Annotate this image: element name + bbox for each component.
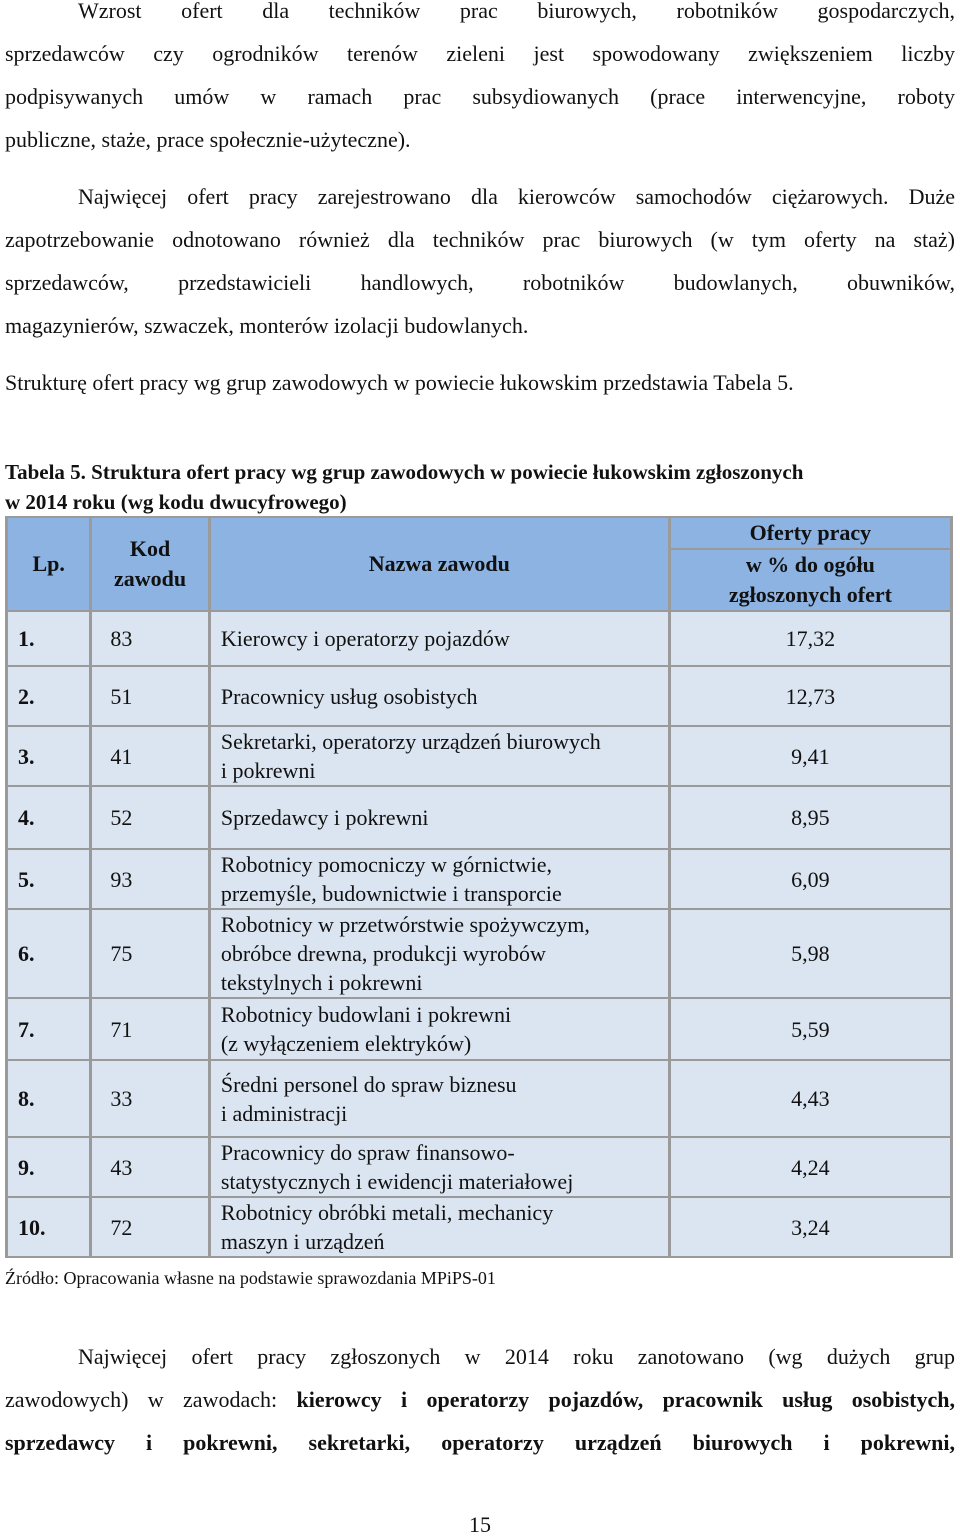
cell-procent: 17,32 bbox=[671, 612, 950, 665]
cell-nazwa-line: Pracownicy usług osobistych bbox=[220, 683, 478, 709]
p4-line-3 bbox=[5, 1432, 955, 1475]
cell-nazwa bbox=[211, 1138, 668, 1196]
header-kod-line-1: Kod bbox=[129, 536, 171, 561]
table-row bbox=[8, 1198, 950, 1256]
cell-nazwa-line: Średni personel do spraw biznesu bbox=[220, 1071, 517, 1097]
p4-line-2-plain: zawodowych) w zawodach: bbox=[5, 1387, 297, 1412]
table-row bbox=[8, 999, 950, 1059]
intro-paragraph bbox=[5, 0, 955, 172]
paragraph-4 bbox=[5, 1346, 955, 1475]
table-row bbox=[8, 850, 950, 908]
p2-line-2: zapotrzebowanie odnotowano również dla techników prac biurowych (w tym oferty na staż) bbox=[5, 227, 955, 252]
cell-lp: 6. bbox=[8, 910, 89, 997]
cell-procent: 5,98 bbox=[671, 910, 950, 997]
cell-nazwa-line: przemyśle, budownictwie i transporcie bbox=[220, 881, 562, 906]
cell-lp: 3. bbox=[8, 727, 89, 785]
cell-kod: 41 bbox=[92, 727, 207, 785]
table-row bbox=[8, 1138, 950, 1196]
cell-kod: 83 bbox=[92, 612, 207, 665]
cell-kod: 43 bbox=[92, 1138, 207, 1196]
table-body bbox=[8, 612, 950, 1256]
table-caption-line-1: Tabela 5. Struktura ofert pracy wg grup zawodowych w powiecie łukowskim zgłoszonych bbox=[5, 460, 804, 484]
cell-nazwa-line: i administracji bbox=[220, 1100, 348, 1126]
cell-nazwa-line: Robotnicy obróbki metali, mechanicy bbox=[220, 1200, 554, 1225]
table-row bbox=[8, 787, 950, 848]
header-oferty-rest bbox=[671, 550, 950, 610]
cell-procent: 5,59 bbox=[671, 999, 950, 1059]
cell-nazwa-line: tekstylnych i pokrewni bbox=[220, 970, 423, 995]
cell-nazwa bbox=[211, 850, 668, 908]
cell-kod: 71 bbox=[92, 999, 207, 1059]
cell-procent: 6,09 bbox=[671, 850, 950, 908]
cell-nazwa-line: Sprzedawcy i pokrewni bbox=[220, 805, 429, 830]
intro-line-1: Wzrost ofert dla techników prac biurowych, robotników gospodarczych, bbox=[78, 0, 955, 23]
header-kod-line-2: zawodu bbox=[114, 566, 187, 591]
cell-procent: 3,24 bbox=[671, 1198, 950, 1256]
intro-line-2: sprzedawców czy ogrodników terenów zieleni jest spowodowany zwiększeniem liczby bbox=[5, 41, 955, 66]
cell-nazwa bbox=[211, 1061, 668, 1136]
cell-nazwa bbox=[211, 1198, 668, 1256]
cell-procent: 12,73 bbox=[671, 667, 950, 725]
cell-nazwa bbox=[211, 727, 668, 785]
cell-nazwa bbox=[211, 612, 668, 665]
cell-procent: 8,95 bbox=[671, 787, 950, 848]
cell-procent: 4,43 bbox=[671, 1061, 950, 1136]
table-source-note: Źródło: Opracowania własne na podstawie sprawozdania MPiPS-01 bbox=[5, 1268, 496, 1288]
p2-line-3: sprzedawców, przedstawicieli handlowych, robotników budowlanych, obuwników, bbox=[5, 270, 955, 295]
cell-nazwa bbox=[211, 787, 668, 848]
table-caption-line-2: w 2014 roku (wg kodu dwucyfrowego) bbox=[5, 490, 347, 514]
cell-lp: 1. bbox=[8, 612, 89, 665]
cell-lp: 2. bbox=[8, 667, 89, 725]
p4-line-2 bbox=[5, 1389, 955, 1432]
cell-lp: 10. bbox=[8, 1198, 89, 1256]
header-nazwa: Nazwa zawodu bbox=[211, 518, 668, 610]
cell-nazwa-line: Robotnicy budowlani i pokrewni bbox=[220, 1002, 512, 1027]
cell-nazwa-line: (z wyłączeniem elektryków) bbox=[220, 1031, 472, 1056]
table-caption bbox=[5, 457, 803, 517]
cell-nazwa-line: maszyn i urządzeń bbox=[220, 1229, 385, 1254]
cell-procent: 4,24 bbox=[671, 1138, 950, 1196]
cell-lp: 5. bbox=[8, 850, 89, 908]
p3-line: Strukturę ofert pracy wg grup zawodowych w powiecie łukowskim przedstawia Tabela 5. bbox=[5, 370, 794, 395]
cell-nazwa-line: Robotnicy pomocniczy w górnictwie, bbox=[220, 852, 552, 877]
page-number: 15 bbox=[469, 1512, 491, 1537]
p2-line-4: magazynierów, szwaczek, monterów izolacji budowlanych. bbox=[5, 313, 529, 338]
cell-nazwa-line: i pokrewni bbox=[220, 758, 316, 783]
cell-kod: 52 bbox=[92, 787, 207, 848]
paragraph-3 bbox=[5, 372, 955, 415]
job-offers-table bbox=[5, 516, 953, 1258]
cell-nazwa-line: Sekretarki, operatorzy urządzeń biurowych bbox=[220, 729, 601, 754]
header-oferty-line-3: zgłoszonych ofert bbox=[728, 582, 892, 607]
cell-lp: 4. bbox=[8, 787, 89, 848]
p4-line-2-bold: kierowcy i operatorzy pojazdów, pracownik usług osobistych, bbox=[296, 1387, 955, 1412]
cell-kod: 75 bbox=[92, 910, 207, 997]
cell-nazwa bbox=[211, 667, 668, 725]
cell-lp: 7. bbox=[8, 999, 89, 1059]
table-row bbox=[8, 1061, 950, 1136]
header-lp: Lp. bbox=[8, 518, 89, 610]
cell-kod: 93 bbox=[92, 850, 207, 908]
table-row bbox=[8, 910, 950, 997]
cell-nazwa-line: Pracownicy do spraw finansowo- bbox=[220, 1140, 515, 1165]
cell-kod: 33 bbox=[92, 1061, 207, 1136]
intro-line-4: publiczne, staże, prace społecznie-użyteczne). bbox=[5, 127, 411, 152]
header-oferty-line-1: Oferty pracy bbox=[671, 518, 950, 548]
cell-kod: 51 bbox=[92, 667, 207, 725]
cell-nazwa-line: Robotnicy w przetwórstwie spożywczym, bbox=[220, 912, 590, 937]
table-row bbox=[8, 612, 950, 665]
paragraph-2 bbox=[5, 186, 955, 358]
header-oferty-line-2: w % do ogółu bbox=[745, 552, 875, 577]
cell-lp: 8. bbox=[8, 1061, 89, 1136]
cell-nazwa bbox=[211, 910, 668, 997]
table-row bbox=[8, 727, 950, 785]
cell-lp: 9. bbox=[8, 1138, 89, 1196]
p4-line-3-bold: sprzedawcy i pokrewni, sekretarki, operatorzy urządzeń biurowych i pokrewni, bbox=[5, 1430, 955, 1455]
cell-procent: 9,41 bbox=[671, 727, 950, 785]
table-row bbox=[8, 667, 950, 725]
cell-nazwa bbox=[211, 999, 668, 1059]
intro-line-3: podpisywanych umów w ramach prac subsydiowanych (prace interwencyjne, roboty bbox=[5, 84, 955, 109]
cell-kod: 72 bbox=[92, 1198, 207, 1256]
p2-line-1: Najwięcej ofert pracy zarejestrowano dla kierowców samochodów ciężarowych. Duże bbox=[78, 184, 955, 209]
cell-nazwa-line: Kierowcy i operatorzy pojazdów bbox=[220, 626, 510, 651]
header-kod bbox=[92, 518, 207, 610]
cell-nazwa-line: obróbce drewna, produkcji wyrobów bbox=[220, 941, 546, 966]
p4-line-1: Najwięcej ofert pracy zgłoszonych w 2014 roku zanotowano (wg dużych grup bbox=[78, 1344, 955, 1369]
cell-nazwa-line: statystycznych i ewidencji materiałowej bbox=[220, 1169, 574, 1194]
